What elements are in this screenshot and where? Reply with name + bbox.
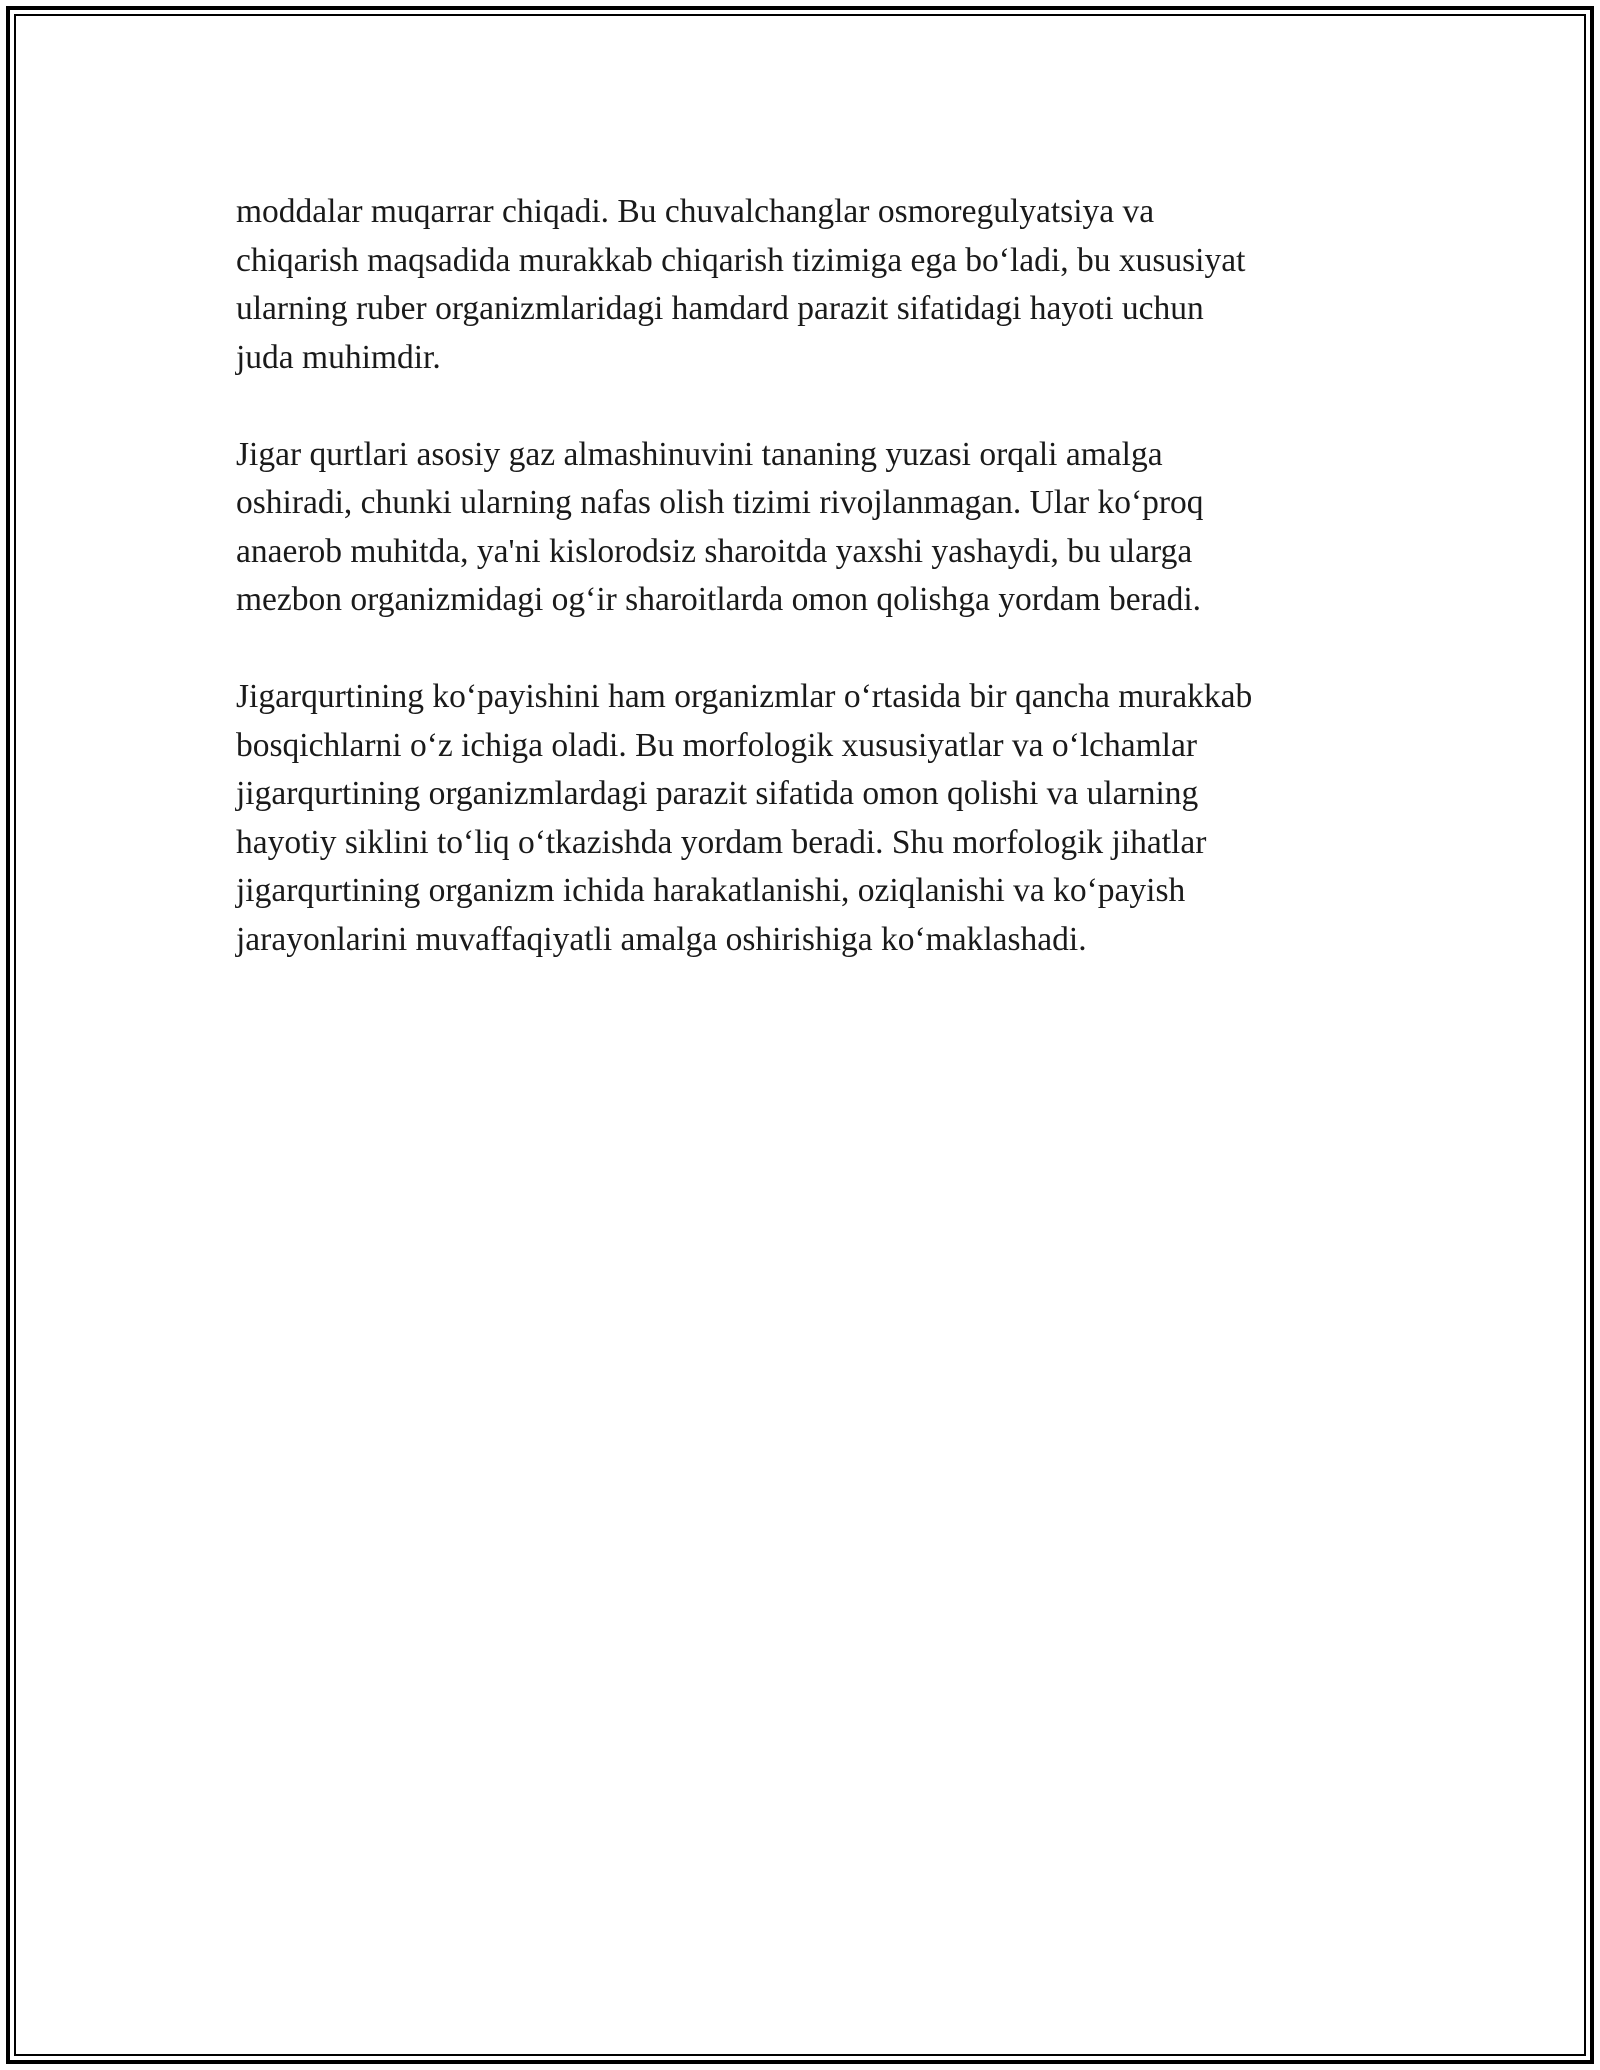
paragraph-gas-exchange: [236, 431, 1366, 625]
text-line: Jigarqurtining ko‘payishini ham organizmlar o‘rtasida bir qancha murakkab: [236, 678, 1253, 715]
document-body: [236, 188, 1366, 964]
text-line: chiqarish maqsadida murakkab chiqarish tizimiga ega bo‘ladi, bu xususiyat: [236, 241, 1246, 279]
text-line: jigarqurtining organizmlardagi parazit sifatida omon qolishi va ularning: [236, 775, 1199, 812]
text-line: moddalar muqarrar chiqadi. Bu chuvalchanglar osmoregulyatsiya va: [236, 193, 1155, 230]
text-line: jarayonlarini muvaffaqiyatli amalga oshirishiga ko‘maklashadi.: [236, 920, 1087, 958]
text-line: oshiradi, chunki ularning nafas olish tizimi rivojlanmagan. Ular ko‘proq: [236, 484, 1204, 521]
paragraph-excretion: [236, 188, 1366, 382]
text-line: mezbon organizmidagi og‘ir sharoitlarda omon qolishga yordam beradi.: [236, 581, 1202, 618]
text-line: jigarqurtining organizm ichida harakatlanishi, oziqlanishi va ko‘payish: [236, 872, 1186, 909]
text-line: juda muhimdir.: [236, 338, 441, 376]
text-line: hayotiy siklini to‘liq o‘tkazishda yordam beradi. Shu morfologik jihatlar: [236, 823, 1207, 861]
paragraph-reproduction: [236, 673, 1366, 964]
text-line: anaerob muhitda, ya'ni kislorodsiz sharoitda yaxshi yashaydi, bu ularga: [236, 532, 1193, 570]
text-line: bosqichlarni o‘z ichiga oladi. Bu morfologik xususiyatlar va o‘lchamlar: [236, 726, 1198, 764]
text-line: ularning ruber organizmlaridagi hamdard parazit sifatidagi hayoti uchun: [236, 290, 1204, 327]
text-line: Jigar qurtlari asosiy gaz almashinuvini tananing yuzasi orqali amalga: [236, 435, 1163, 473]
